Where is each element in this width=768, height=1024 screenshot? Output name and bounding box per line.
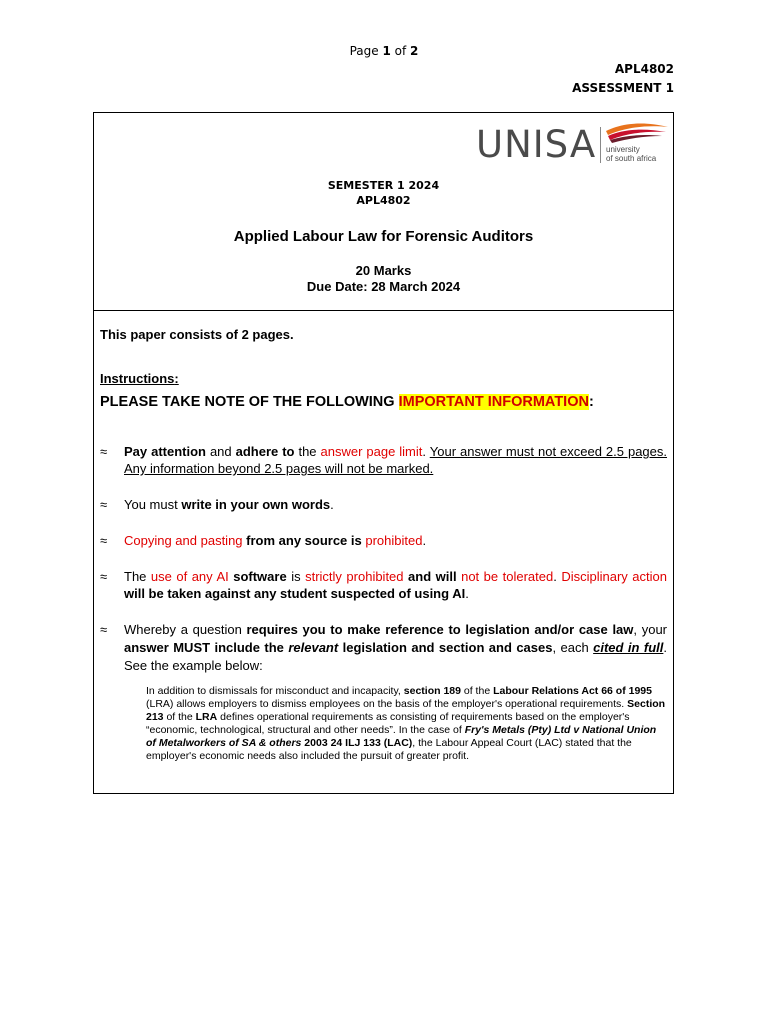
page-count-note: This paper consists of 2 pages. [100, 327, 294, 342]
unisa-logo [476, 121, 668, 165]
logo-wordmark: UNISA [476, 123, 597, 166]
bullet-marker: ≈ [100, 497, 108, 512]
semester-block [94, 178, 673, 208]
due-date: Due Date: 28 March 2024 [306, 279, 461, 294]
page-number: Page 1 of 2 [349, 44, 419, 58]
important-notice: PLEASE TAKE NOTE OF THE FOLLOWING IMPORTANT INFORMATION: [100, 394, 594, 410]
total-marks: 20 Marks [355, 263, 412, 278]
bullet-citations: ≈ Whereby a question requires you to make reference to legislation and/or case law, your answer MUST include the relevant legislation and section and cases, each cited in full. See the example below: [100, 622, 668, 673]
logo-divider [600, 127, 601, 163]
cover-frame [93, 112, 674, 794]
citation-example: In addition to dismissals for misconduct and incapacity, section 189 of the Labour Relations Act 66 of 1995 (LRA) allows employers to dismiss employees on the basis of the employer's operational requirements. Section 213 of the LRA defines operational requirements as consisting of requirements based on the employer's “economic, technological, structural and other needs”. In the case of Fry's Metals (Pty) Ltd v National Union of Metalworkers of SA & others 2003 24 ILJ 133 (LAC), the Labour Appeal Court (LAC) stated that the employer's economic needs also included the pursuit of greater profit. [146, 685, 666, 762]
bullet-marker: ≈ [100, 569, 108, 584]
module-code: APL4802 [356, 194, 411, 207]
bullet-marker: ≈ [100, 622, 108, 637]
bullet-copying: ≈ Copying and pasting from any source is prohibited. [100, 533, 427, 548]
logo-subtitle: university of south africa [606, 145, 657, 163]
bullet-ai: ≈ The use of any AI software is strictly prohibited and will not be tolerated. Disciplinary action will be taken against any student suspected of using AI. [100, 569, 667, 601]
course-reference [572, 60, 674, 98]
assessment-label: ASSESSMENT 1 [572, 81, 674, 95]
logo-swoosh-icon [604, 121, 670, 143]
bullet-marker: ≈ [100, 444, 108, 459]
bullet-marker: ≈ [100, 533, 108, 548]
semester: SEMESTER 1 2024 [327, 179, 440, 192]
module-title: Applied Labour Law for Forensic Auditors [233, 228, 534, 245]
frame-divider [94, 310, 673, 311]
course-code: APL4802 [614, 62, 674, 76]
instructions-body [100, 326, 667, 763]
bullet-page-limit: ≈ Pay attention and adhere to the answer page limit. Your answer must not exceed 2.5 pages. Any information beyond 2.5 pages will not be marked. [100, 444, 668, 476]
important-highlight: IMPORTANT INFORMATION [398, 394, 589, 410]
bullet-own-words: ≈ You must write in your own words. [100, 497, 334, 512]
marks-block [94, 263, 673, 295]
instructions-heading: Instructions: [100, 371, 179, 386]
